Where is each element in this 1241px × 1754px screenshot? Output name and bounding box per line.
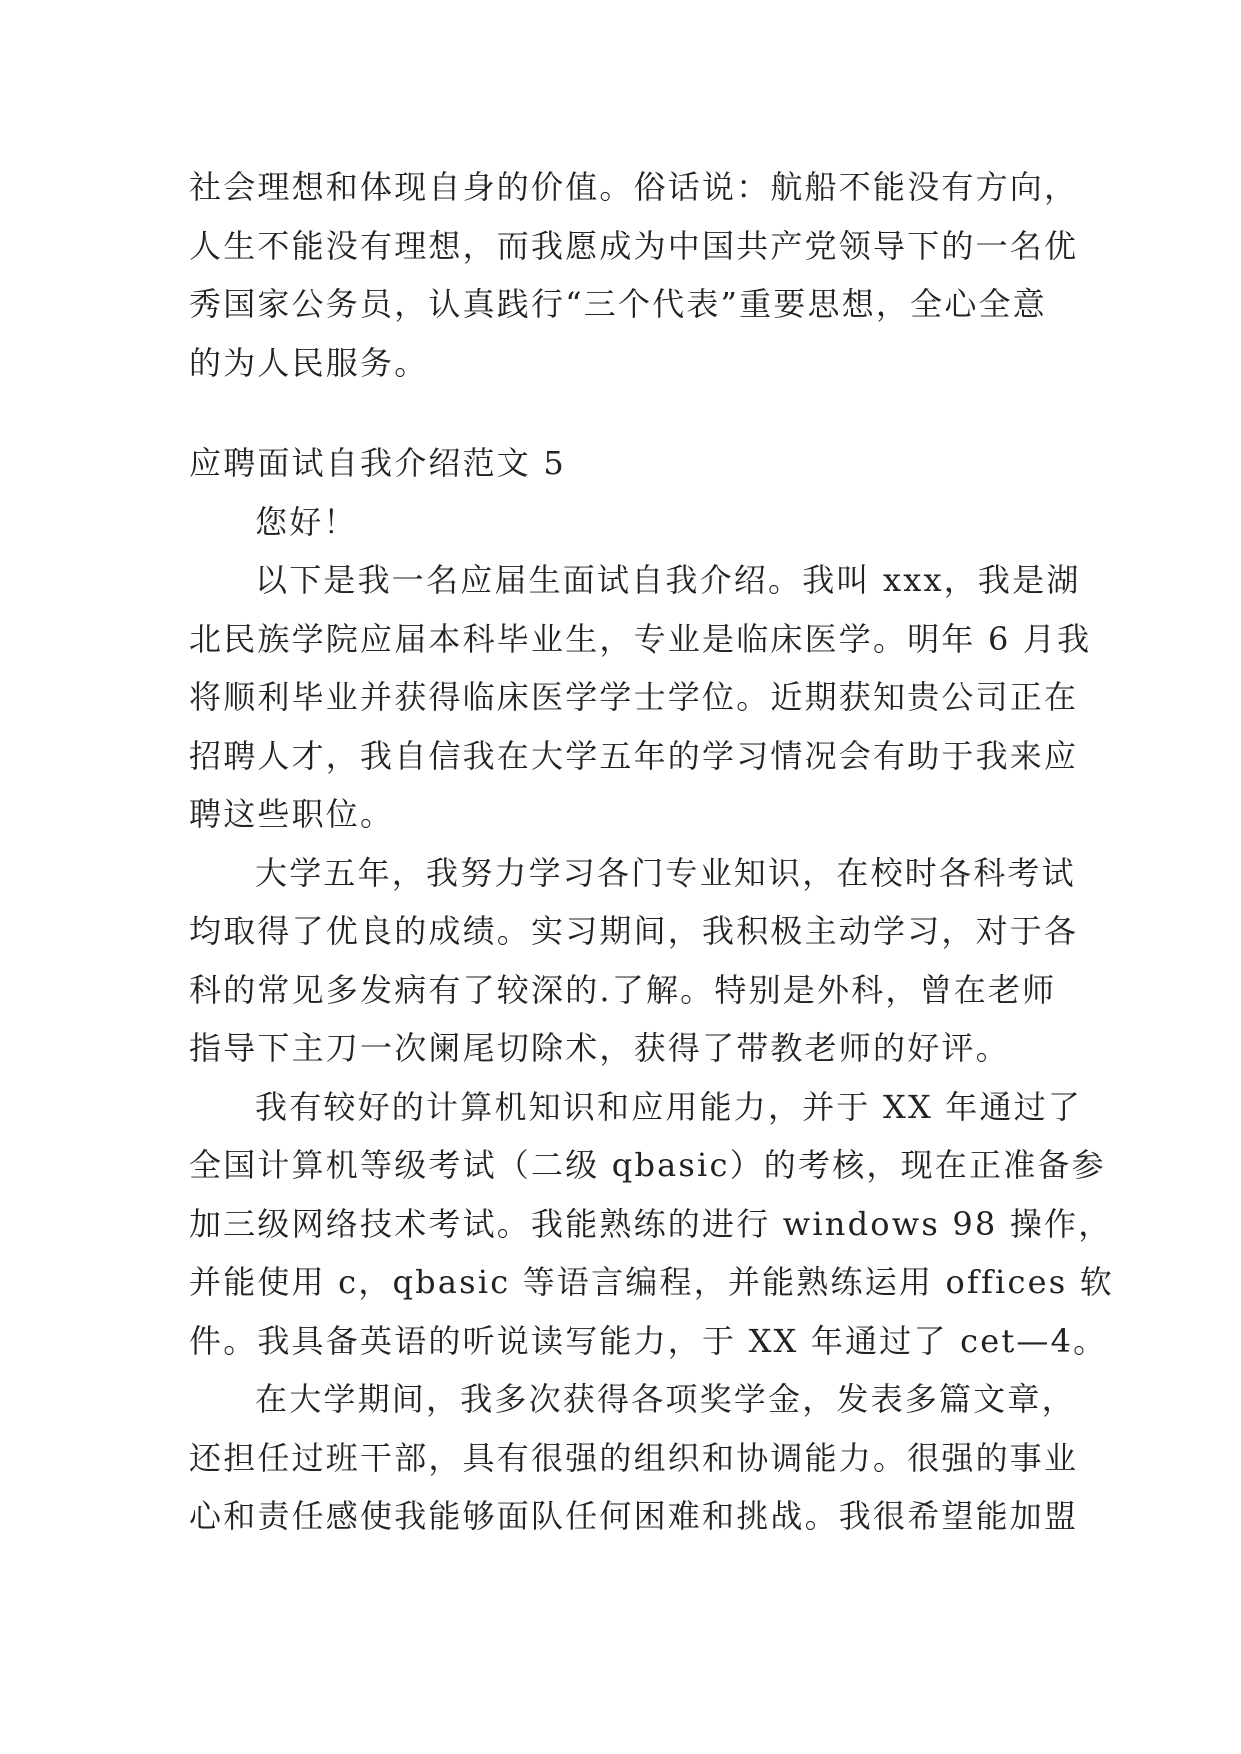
text-line: 聘这些职位。	[189, 795, 395, 833]
text-line: 秀国家公务员，认真践行“三个代表”重要思想，全心全意	[189, 285, 1047, 323]
text-line: 将顺利毕业并获得临床医学学士学位。近期获知贵公司正在	[189, 678, 1079, 716]
text-line: 全国计算机等级考试（二级 qbasic）的考核，现在正准备参	[189, 1146, 1106, 1184]
text-line: 在大学期间，我多次获得各项奖学金，发表多篇文章，	[255, 1380, 1076, 1418]
text-line: 加三级网络技术考试。我能熟练的进行 windows 98 操作，	[189, 1204, 1113, 1243]
greeting: 您好！	[255, 502, 358, 541]
text-line: 社会理想和体现自身的价值。俗话说：航船不能没有方向，	[189, 168, 1079, 206]
text-line: 均取得了优良的成绩。实习期间，我积极主动学习，对于各	[189, 912, 1079, 950]
document-body	[189, 158, 1114, 1546]
text-line: 科的常见多发病有了较深的.了解。特别是外科，曾在老师	[189, 970, 1057, 1009]
text-line: 大学五年，我努力学习各门专业知识，在校时各科考试	[255, 853, 1076, 892]
text-line: 北民族学院应届本科毕业生，专业是临床医学。明年 6 月我	[189, 619, 1092, 658]
text-line: 指导下主刀一次阑尾切除术，获得了带教老师的好评。	[189, 1029, 1010, 1067]
text-line: 件。我具备英语的听说读写能力，于 XX 年通过了 cet—4。	[189, 1321, 1108, 1360]
text-line: 的为人民服务。	[189, 343, 429, 382]
section-heading: 应聘面试自我介绍范文 5	[189, 444, 566, 482]
text-line: 还担任过班干部，具有很强的组织和协调能力。很强的事业	[189, 1438, 1079, 1477]
text-line: 以下是我一名应届生面试自我介绍。我叫 xxx，我是湖	[255, 561, 1081, 599]
text-line: 心和责任感使我能够面队任何困难和挑战。我很希望能加盟	[189, 1497, 1079, 1535]
text-line: 我有较好的计算机知识和应用能力，并于 XX 年通过了	[255, 1087, 1083, 1126]
text-line: 招聘人才，我自信我在大学五年的学习情况会有助于我来应	[189, 736, 1079, 775]
text-line: 并能使用 c，qbasic 等语言编程，并能熟练运用 offices 软	[189, 1263, 1114, 1301]
text-line: 人生不能没有理想，而我愿成为中国共产党领导下的一名优	[189, 226, 1079, 265]
